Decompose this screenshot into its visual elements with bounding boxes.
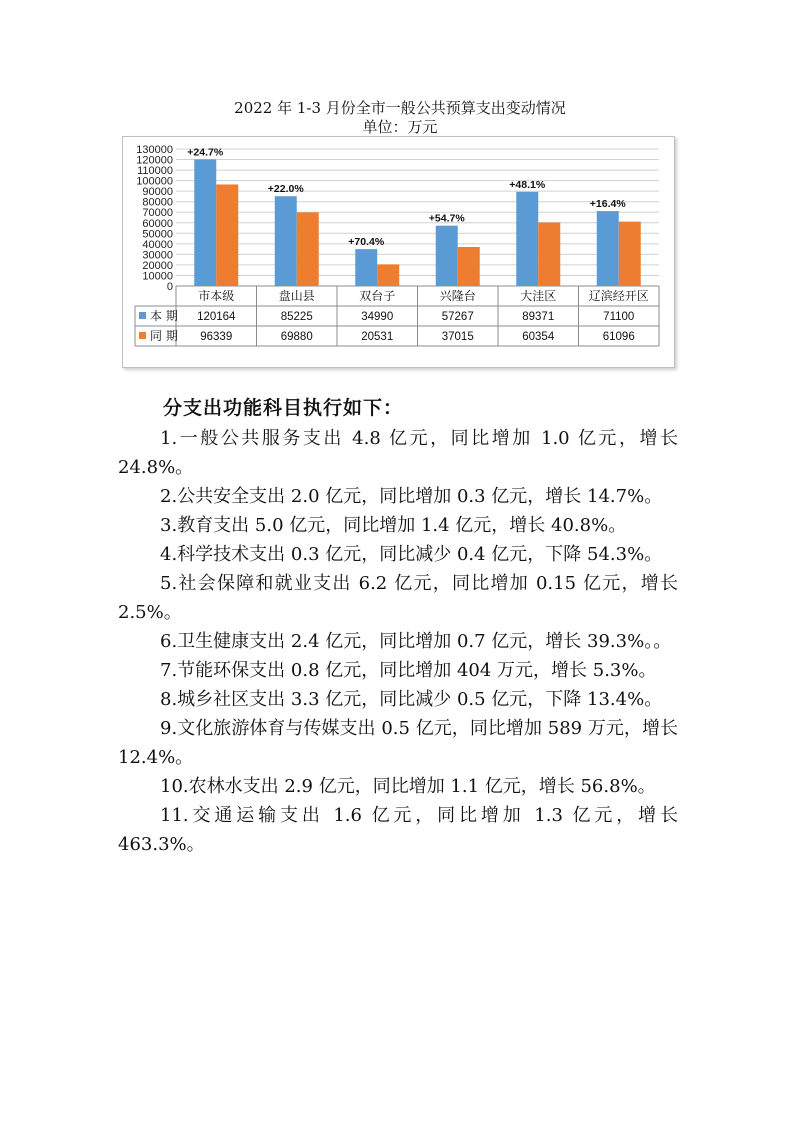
y-tick-label: 110000 [137, 165, 173, 178]
bar-previous [458, 247, 480, 286]
x-tick-label: 市本级 [198, 289, 235, 303]
y-tick-label: 80000 [142, 196, 173, 209]
data-label: 85225 [280, 311, 313, 323]
x-tick-label: 辽滨经开区 [588, 289, 649, 303]
x-tick-label: 大洼区 [520, 289, 557, 303]
y-tick-label: 90000 [142, 186, 173, 199]
bar-current [275, 196, 297, 286]
data-label: 89371 [522, 311, 555, 323]
y-tick-label: 120000 [136, 154, 173, 167]
data-label: 71100 [603, 311, 635, 323]
bar-current [516, 192, 538, 286]
bar-annotation: +48.1% [509, 178, 546, 191]
y-tick-label: 50000 [142, 228, 173, 241]
list-item: 5.社会保障和就业支出 6.2 亿元，同比增加 0.15 亿元，增长 2.5%。 [118, 573, 678, 623]
bar-previous [377, 264, 399, 286]
bar-annotation: +70.4% [348, 236, 385, 249]
x-tick-label: 双台子 [359, 289, 396, 303]
bar-annotation: +54.7% [428, 212, 465, 225]
x-tick-label: 盘山县 [278, 289, 315, 303]
data-label: 34990 [361, 311, 394, 323]
bar-current [355, 249, 377, 286]
list-item: 8.城乡社区支出 3.3 亿元，同比减少 0.5 亿元，下降 13.4%。 [160, 689, 663, 710]
y-tick-label: 40000 [142, 238, 173, 251]
chart-title: 2022 年 1-3 月份全市一般公共预算支出变动情况 [234, 99, 566, 117]
data-label: 57267 [441, 311, 474, 323]
bar-previous [216, 184, 238, 286]
legend-swatch [139, 312, 146, 319]
y-tick-label: 130000 [136, 144, 173, 156]
bar-annotation: +24.7% [187, 146, 224, 159]
y-tick-label: 30000 [142, 249, 173, 262]
y-tick-label: 10000 [142, 270, 173, 283]
item-list [118, 424, 678, 859]
bar-previous [538, 222, 560, 286]
list-item: 1.一般公共服务支出 4.8 亿元，同比增加 1.0 亿元，增长 24.8%。 [118, 428, 678, 478]
data-label: 20531 [361, 331, 394, 343]
y-tick-label: 70000 [142, 207, 173, 220]
section-heading: 分支出功能科目执行如下： [163, 397, 404, 419]
bar-previous [619, 222, 641, 286]
y-tick-label: 60000 [142, 217, 173, 230]
list-item: 7.节能环保支出 0.8 亿元，同比增加 404 万元，增长 5.3%。 [160, 660, 657, 681]
bar-current [597, 211, 619, 286]
legend-label: 同 期 [150, 329, 178, 343]
legend-swatch [139, 332, 146, 339]
y-tick-label: 0 [166, 281, 173, 293]
chart-svg [123, 137, 674, 367]
data-label: 37015 [441, 331, 474, 343]
data-label: 60354 [522, 331, 555, 343]
bar-annotation: +22.0% [267, 183, 304, 196]
legend-label: 本 期 [150, 309, 178, 323]
list-item: 11.交通运输支出 1.6 亿元，同比增加 1.3 亿元，增长 463.3%。 [118, 805, 678, 855]
list-item: 6.卫生健康支出 2.4 亿元，同比增加 0.7 亿元，增长 39.3%。。 [160, 631, 672, 652]
bar-chart [122, 136, 675, 368]
x-tick-label: 兴隆台 [439, 289, 476, 303]
list-item: 2.公共安全支出 2.0 亿元，同比增加 0.3 亿元，增长 14.7%。 [160, 486, 663, 507]
list-item: 3.教育支出 5.0 亿元，同比增加 1.4 亿元，增长 40.8%。 [160, 515, 627, 536]
bar-previous [297, 212, 319, 286]
data-label: 120164 [197, 311, 236, 323]
chart-unit: 单位：万元 [362, 118, 438, 136]
list-item: 4.科学技术支出 0.3 亿元，同比减少 0.4 亿元，下降 54.3%。 [160, 544, 663, 565]
data-label: 61096 [602, 331, 635, 343]
list-item: 10.农林水支出 2.9 亿元，同比增加 1.1 亿元，增长 56.8%。 [160, 776, 656, 797]
y-tick-label: 20000 [142, 259, 173, 272]
data-label: 96339 [200, 331, 233, 343]
bar-annotation: +16.4% [589, 198, 626, 211]
bar-current [436, 226, 458, 286]
bar-current [194, 159, 216, 286]
data-label: 69880 [280, 331, 313, 343]
y-tick-label: 100000 [136, 175, 173, 188]
list-item: 9.文化旅游体育与传媒支出 0.5 亿元，同比增加 589 万元，增长 12.4%。 [118, 718, 678, 768]
